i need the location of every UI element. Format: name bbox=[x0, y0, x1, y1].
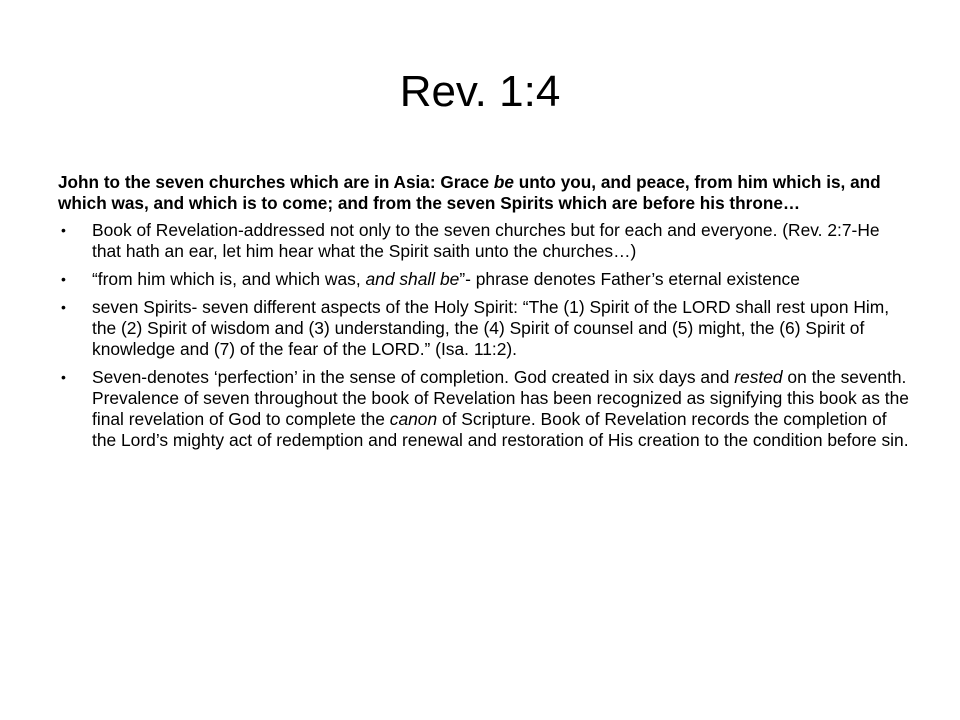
bullet-item-from-him bbox=[58, 269, 910, 290]
quote-italic: be bbox=[493, 172, 514, 192]
bullet-icon: • bbox=[61, 222, 66, 238]
bullet-icon: • bbox=[61, 271, 66, 287]
bullet-icon: • bbox=[61, 369, 66, 385]
bullet-italic: and shall be bbox=[365, 269, 460, 289]
slide-title: Rev. 1:4 bbox=[399, 67, 561, 116]
bullet-item-book-of-revelation bbox=[58, 220, 910, 262]
bullet-item-seven-spirits bbox=[58, 297, 910, 360]
bullet-italic: rested bbox=[734, 367, 783, 387]
bullet-text: Seven-denotes ‘perfection’ in the sense of completion. God created in six days and bbox=[92, 367, 735, 387]
bullet-italic: canon bbox=[389, 409, 438, 429]
bullet-text: on the seventh. Prevalence of seven throughout the book of Revelation has been recognized as signifying this book as the final revelation of God to complete the bbox=[92, 367, 909, 429]
bullet-item-seven-denotes bbox=[58, 367, 910, 451]
quote-text-2: unto you, and peace, from him which is, and which was, and which is to come; and from the seven Spirits which are before his throne… bbox=[58, 172, 881, 213]
scripture-quote bbox=[58, 172, 910, 214]
bullet-icon: • bbox=[61, 299, 66, 315]
bullet-list bbox=[58, 220, 910, 451]
quote-text-1: John to the seven churches which are in Asia: Grace bbox=[58, 172, 494, 192]
slide-body bbox=[58, 172, 910, 458]
bullet-text: Book of Revelation-addressed not only to the seven churches but for each and everyone. (Rev. 2:7-He that hath an ear, let him hear what the Spirit saith unto the churches…) bbox=[92, 220, 880, 261]
bullet-text: “from him which is, and which was, bbox=[92, 269, 366, 289]
bullet-text: seven Spirits- seven different aspects of the Holy Spirit: “The (1) Spirit of the LORD shall rest upon Him, the (2) Spirit of wisdom and (3) understanding, the (4) Spirit of counsel and (5) might, the (6) Spirit of knowledge and (7) of the fear of the LORD.” (Isa. 11:2). bbox=[92, 297, 890, 359]
bullet-text: ”- phrase denotes Father’s eternal existence bbox=[459, 269, 800, 289]
bullet-text: of Scripture. Book of Revelation records the completion of the Lord’s mighty act of redemption and renewal and restoration of His creation to the condition before sin. bbox=[92, 409, 909, 450]
